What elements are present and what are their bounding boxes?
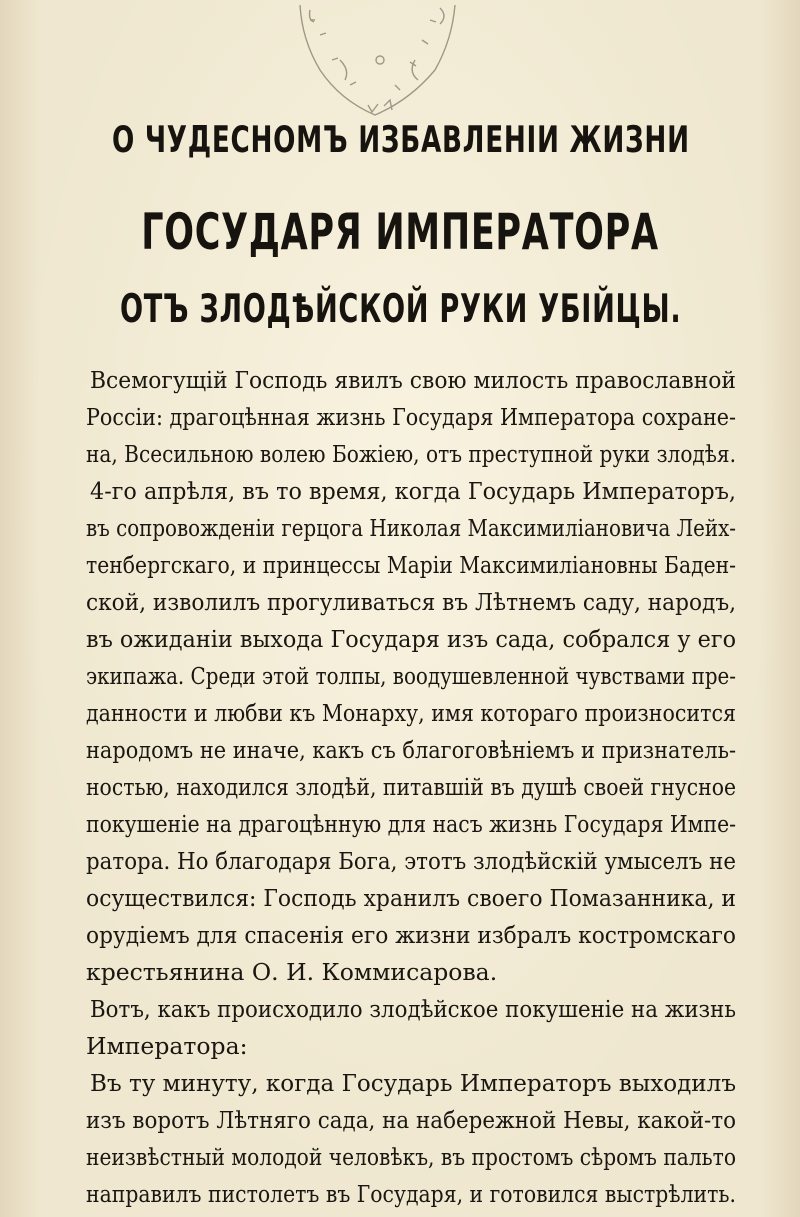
text-line: Императора: <box>86 1032 248 1060</box>
text-line: въ ожиданіи выхода Государя изъ сада, собрался у его <box>86 625 737 653</box>
text-line: данности и любви къ Монарху, имя котораго произносится <box>86 699 736 727</box>
text-line: Въ ту минуту, когда Государь Императоръ выходилъ <box>90 1069 737 1097</box>
text-line: орудіемъ для спасенія его жизни избралъ костромскаго <box>86 921 736 949</box>
library-stamp <box>280 0 480 130</box>
text-line: изъ воротъ Лѣтняго сада, на набережной Невы, какой-то <box>86 1106 736 1134</box>
title-line-3: ОТЪ ЗЛОДѢЙСКОЙ РУКИ УБІЙЦЫ. <box>120 287 682 332</box>
text-line: 4-го апрѣля, въ то время, когда Государь Императоръ, <box>90 477 736 505</box>
text-line: крестьянина О. И. Коммисарова. <box>86 958 498 986</box>
text-line: народомъ не иначе, какъ съ благоговѣніемъ и признатель- <box>86 736 737 764</box>
text-line: ратора. Но благодаря Бога, этотъ злодѣйскій умыселъ не <box>86 847 736 875</box>
text-line: направилъ пистолетъ въ Государя, и готовился выстрѣлить. <box>86 1180 736 1208</box>
text-line: осуществился: Господь хранилъ своего Помазанника, и <box>86 884 737 912</box>
text-line: покушеніе на драгоцѣнную для насъ жизнь Государя Импе- <box>86 810 737 838</box>
text-line: ской, изволилъ прогуливаться въ Лѣтнемъ саду, народъ, <box>86 588 736 616</box>
text-line: ностью, находился злодѣй, питавшій въ душѣ своей гнусное <box>86 773 737 801</box>
text-line: неизвѣстный молодой человѣкъ, въ простомъ сѣромъ пальто <box>86 1143 736 1171</box>
title-line-1: О ЧУДЕСНОМЪ ИЗБАВЛЕНІИ ЖИЗНИ <box>112 118 690 161</box>
text-line: Россіи: драгоцѣнная жизнь Государя Императора сохране- <box>86 403 737 431</box>
title-line-2: ГОСУДАРЯ ИМПЕРАТОРА <box>141 203 659 261</box>
text-line: Всемогущій Господь явилъ свою милость православной <box>90 366 737 394</box>
text-line: въ сопровожденіи герцога Николая Максимиліановича Лейх- <box>86 514 736 542</box>
text-line: Вотъ, какъ происходило злодѣйское покушеніе на жизнь <box>90 995 737 1023</box>
text-line: на, Всесильною волею Божіею, отъ преступной руки злодѣя. <box>86 440 737 468</box>
text-line: экипажа. Среди этой толпы, воодушевленной чувствами пре- <box>86 662 737 690</box>
text-line: тенбергскаго, и принцессы Маріи Максимиліановны Баден- <box>86 551 737 579</box>
